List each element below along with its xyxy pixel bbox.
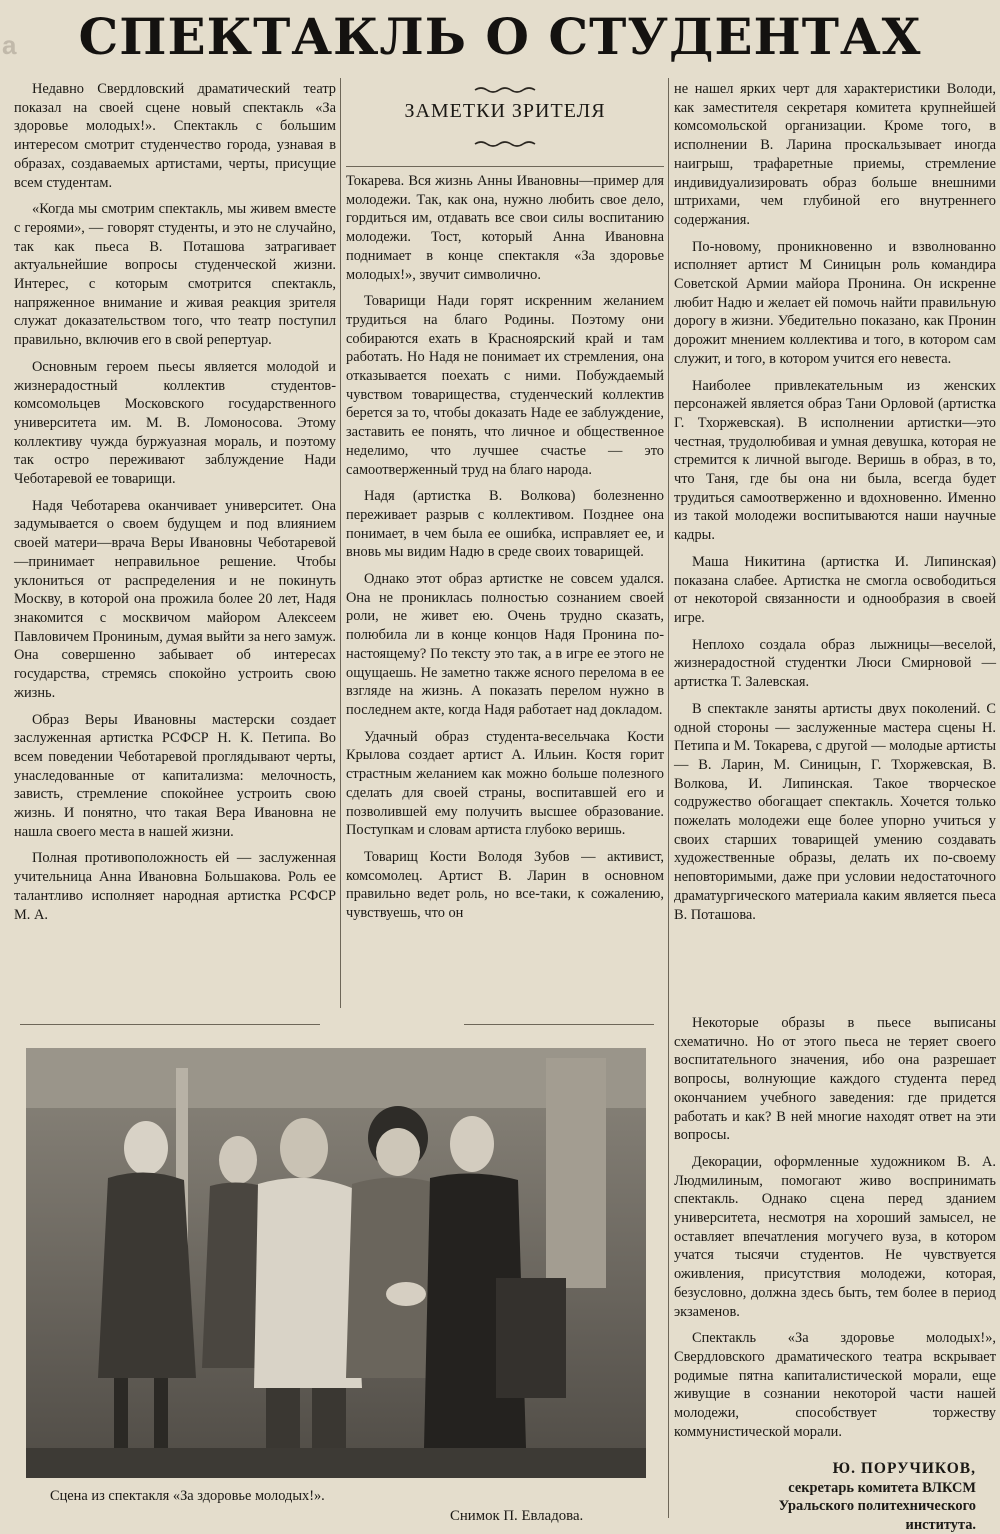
paragraph: Наиболее привлекательным из женских персонажей является образ Тани Орловой (артистка Г. Тхоржевская). В исполнении артистки—это честная, трудолюбивая и умная девушка, которая не стремится к личной выгоде. Веришь в образ, в то, что Таня, где бы она ни была, всегда будет трудиться самоотверженно и вдохновенно. Именно из такой молодежи воспитываются наши научные кадры. — [674, 377, 996, 545]
column-rule-2 — [668, 78, 669, 1518]
paragraph: Образ Веры Ивановны мастерски создает заслуженная артистка РСФСР Н. К. Петипа. Во всем поведении Чеботаревой проглядывают черты, унаследованные от капитализма: мелочность, зависть, стремление спокойнее устроить свою жизнь. И понятно, что такая Вера Ивановна не нашла своего места в нашей жизни. — [14, 711, 336, 842]
author-signature — [779, 1460, 976, 1534]
photo-rule-left — [20, 1024, 320, 1025]
author-position: секретарь комитета ВЛКСМ — [779, 1479, 976, 1498]
column-3 — [674, 80, 996, 932]
paragraph: «Когда мы смотрим спектакль, мы живем вместе с героями», — говорят студенты, и это не случайно, так как пьеса В. Поташова затрагивает актуальнейшие вопросы студенческой жизни. Интерес, с которым смотрится спектакль, напряженное внимание и живая реакция зрителя служат доказательством того, что театр поступил правильно, включив его в свой репертуар. — [14, 200, 336, 350]
paragraph: Основным героем пьесы является молодой и жизнерадостный коллектив студентов-комсомольцев Московского государственного университета им. М. В. Ломоносова. Этому коллективу чужда буржуазная мораль, и поэтому так остро переживают заблуждение Нади Чеботаревой ее товарищи. — [14, 358, 336, 489]
ornament-top — [473, 86, 537, 94]
ornament-bottom — [473, 140, 537, 148]
bleed-through-decoration: а — [2, 30, 16, 61]
paragraph: Товарищи Нади горят искренним желанием трудиться на благо Родины. Поэтому они собираются ехать в Красноярский край и там работать. Но Надя не понимает их стремления, она отказывается поехать с ними. Побуждаемый чувством товарищества, студенческий коллектив берется за то, чтобы доказать Наде ее заблуждение, заставить ее понять, что личное и общественное неделимо, что лучшее счастье — это самоотверженный труд на благо народа. — [346, 292, 664, 479]
paragraph: Надя Чеботарева оканчивает университет. Она задумывается о своем будущем и под влиянием своей матери—врача Веры Ивановны Чеботаревой—принимает неправильное решение. Чтобы уклониться от распределения и не покинуть Москву, в которой она прожила более 20 лет, Надя знакомится с москвичом майором Алексеем Павловичем Прониным, думая выйти за него замуж. Она совершенно забывает об интересах государства, стремясь спокойно устроить свою жизнь. — [14, 497, 336, 703]
paragraph: не нашел ярких черт для характеристики Володи, как заместителя секретаря комитета крупнейшей комсомольской организации. Кроме того, в исполнении В. Ларина проскальзывает иногда наигрыш, трафаретные приемы, стремление индивидуализировать образ больше внешними штрихами, чем глубиной его внутреннего содержания. — [674, 80, 996, 230]
scene-photograph — [26, 1048, 646, 1478]
paragraph: Неплохо создала образ лыжницы—веселой, жизнерадостной студентки Люси Смирновой — артистка Т. Залевская. — [674, 636, 996, 692]
paragraph: В спектакле заняты артисты двух поколений. С одной стороны — заслуженные мастера сцены Н. Петипа и М. Токарева, с другой — молодые артисты — В. Ларин, М. Синицын, Г. Тхоржевская, В. Волкова, И. Липинская. Такое творческое содружество обогащает спектакль. Хочется только пожелать молодежи еще более упорно учиться у своих старших товарищей умению создавать художественные образы, делать их по-своему неповторимыми, даже при условии недостаточного драматургического материала каким является пьеса В. Поташова. — [674, 700, 996, 924]
author-org: Уральского политехнического — [779, 1497, 976, 1516]
paragraph: Декорации, оформленные художником В. А. Людмилиным, помогают живо воспринимать спектакль. Однако сцена перед зданием университета, несмотря на хороший замысел, не оставляет впечатления могучего вуза, в котором учатся тысячи студентов. Не чувствуется оживления, присутствия молодежи, которая, безусловно, должна здесь быть, тем более в период экзаменов. — [674, 1153, 996, 1321]
paragraph: Товарищ Кости Володя Зубов — активист, комсомолец. Артист В. Ларин в основном правильно ведет роль, но все-таки, к сожалению, чувствуешь, что он — [346, 848, 664, 923]
paragraph: Надя (артистка В. Волкова) болезненно переживает разрыв с коллективом. Позднее она понимает, в чем была ее ошибка, исправляет ее, и вновь мы видим Надю в среде своих товарищей. — [346, 487, 664, 562]
paragraph: Маша Никитина (артистка И. Липинская) показана слабее. Артистка не смогла освободиться от некоторой связанности и однообразия в своей игре. — [674, 553, 996, 628]
paragraph: Однако этот образ артистке не совсем удался. Она не прониклась полностью сознанием своей роли, не живет ею. Очень трудно сказать, полюбила ли в конце концов Надя Пронина по-настоящему? По тексту это так, а в игре ее этого не ощущаешь. Не заметно также ясного перелома в ее взгляде на жизнь. А показать перелом нужно в последнем акте, когда Надя работает над докладом. — [346, 570, 664, 720]
column-3-lower — [674, 1014, 996, 1449]
author-name: Ю. ПОРУЧИКОВ, — [779, 1460, 976, 1479]
subhead-rule — [346, 166, 664, 167]
paragraph: Недавно Свердловский драматический театр показал на своей сцене новый спектакль «За здоровье молодых!». Спектакль с большим интересом смотрит студенчество города, узнавая в образах, создаваемых артистами, черты, присущие всем студентам. — [14, 80, 336, 192]
paragraph: Токарева. Вся жизнь Анны Ивановны—пример для молодежи. Так, как она, нужно любить свое дело, гордиться им, отдавать все свои силы воспитанию молодежи. Тост, который Анна Ивановна поднимает в конце спектакля «За здоровье молодых!», звучит символично. — [346, 172, 664, 284]
article-title: СПЕКТАКЛЬ О СТУДЕНТАХ — [60, 4, 940, 70]
photo-caption: Сцена из спектакля «За здоровье молодых!». — [50, 1488, 325, 1505]
paragraph: Некоторые образы в пьесе выписаны схематично. Но от этого пьеса не теряет своего воспитательного значения, ибо она разрешает вопросы, волнующие каждого студента перед окончанием учебного заведения: где придется работать и как? В ней многие находят ответ на эти вопросы. — [674, 1014, 996, 1145]
paragraph: Удачный образ студента-весельчака Кости Крылова создает артист А. Ильин. Костя горит страстным желанием как можно больше полезного сделать для своей страны, воспитавшей его и позволившей ему получить высшее образование. Поступкам и словам артиста глубоко веришь. — [346, 728, 664, 840]
column-1 — [14, 80, 336, 932]
paragraph: Полная противоположность ей — заслуженная учительница Анна Ивановна Большакова. Роль ее талантливо исполняет народная артистка РСФСР М. А. — [14, 849, 336, 924]
paragraph: По-новому, проникновенно и взволнованно исполняет артист М Синицын роль командира Советской Армии майора Пронина. Он искренне любит Надю и желает ей помочь найти правильную дорогу в жизни. Убедительно показано, как Пронин дорожит мнением коллектива и того, в котором сам служит, и того, в котором учится его невеста. — [674, 238, 996, 369]
photo-scene-graphic — [26, 1048, 646, 1478]
author-org-suffix: института. — [779, 1516, 976, 1534]
article-subtitle: ЗАМЕТКИ ЗРИТЕЛЯ — [346, 100, 664, 123]
column-rule-1 — [340, 78, 341, 1008]
photo-rule-right — [464, 1024, 654, 1025]
photo-credit: Снимок П. Евладова. — [450, 1508, 583, 1525]
column-2 — [346, 172, 664, 931]
paragraph: Спектакль «За здоровье молодых!», Свердловского драматического театра вскрывает родимые пятна капиталистической морали, еще живущие в сознании некоторой части нашей молодежи, способствует торжеству коммунистической морали. — [674, 1329, 996, 1441]
